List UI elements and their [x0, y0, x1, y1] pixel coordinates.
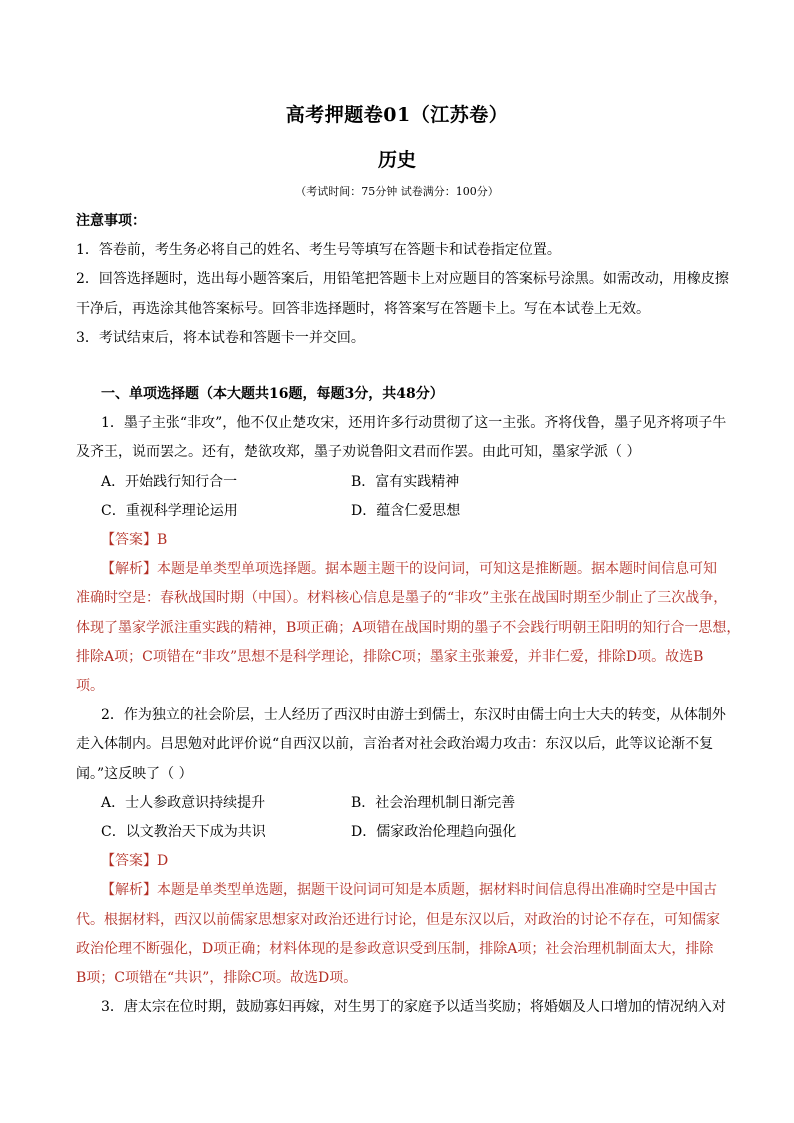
notice-block [76, 207, 729, 353]
option-d: D．蕴含仁爱思想 [351, 502, 461, 519]
answer-line [76, 847, 722, 876]
analysis-tag: 【解析】 [101, 561, 157, 578]
analysis-tag: 【解析】 [101, 882, 157, 899]
analysis-line [76, 876, 722, 905]
analysis-line: 代。根据材料，西汉以前儒家思想家对政治还进行讨论，但是东汉以后，对政治的讨论不存在，可知儒家 [76, 911, 720, 928]
notice-line: 1．答卷前，考生务必将自己的姓名、考生号等填写在答题卡和试卷指定位置。 [76, 242, 561, 259]
option-c: C．以文教治天下成为共识 [101, 824, 266, 841]
analysis-text: 本题是单类型单选题，据题干设问词可知是本质题，据材料时间信息得出准确时空是中国古 [157, 882, 717, 899]
option-row [76, 818, 722, 847]
analysis-line [76, 555, 722, 584]
exam-info: （考试时间：75分钟 试卷满分：100分） [295, 185, 499, 198]
answer-tag: 【答案】 [101, 853, 157, 870]
option-a: A．开始践行知行合一 [101, 473, 238, 490]
section-heading: 一、单项选择题（本大题共16题，每题3分，共48分） [101, 386, 444, 402]
answer-value: B [157, 532, 168, 549]
option-c: C．重视科学理论运用 [101, 502, 238, 519]
notice-heading: 注意事项： [76, 213, 146, 229]
page-title: 高考押题卷01（江苏卷） [285, 104, 509, 126]
answer-value: D [157, 853, 169, 870]
analysis-text: 本题是单类型单项选择题。据本题主题干的设问词，可知这是推断题。据本题时间信息可知 [157, 561, 717, 578]
subject-title: 历史 [377, 149, 416, 171]
question-stem-line: 走入体制内。吕思勉对此评价说“自西汉以前，言治者对社会政治竭力攻击：东汉以后，此等议论渐不复 [76, 736, 714, 753]
analysis-line: 项。 [76, 678, 104, 695]
option-row [76, 789, 722, 818]
questions-section [76, 380, 741, 1022]
analysis-line: B项；C项错在“共识”，排除C项。故选D项。 [76, 970, 358, 987]
question-stem-line: 闻。”这反映了（ ） [76, 765, 193, 782]
option-a: A．士人参政意识持续提升 [101, 794, 266, 811]
analysis-line: 准确时空是：春秋战国时期（中国）。材料核心信息是墨子的“非攻”主张在战国时期至少制止了三次战争， [76, 590, 728, 607]
question-stem-line: 及齐王，说而罢之。还有，楚欲攻郑，墨子劝说鲁阳文君而作罢。由此可知，墨家学派（ ） [76, 444, 641, 461]
option-b: B．富有实践精神 [351, 473, 460, 490]
answer-line [76, 526, 722, 555]
question-stem-line: 3．唐太宗在位时期，鼓励寡妇再嫁，对生男丁的家庭予以适当奖励；将婚姻及人口增加的情况纳入对 [101, 999, 726, 1016]
option-row [76, 497, 722, 526]
analysis-line: 体现了墨家学派注重实践的精神，B项正确；A项错在战国时期的墨子不会践行明朝王阳明的知行合一思想， [76, 619, 741, 636]
option-row [76, 468, 722, 497]
option-b: B．社会治理机制日渐完善 [351, 794, 516, 811]
question-stem-line: 1．墨子主张“非攻”，他不仅止楚攻宋，还用许多行动贯彻了这一主张。齐将伐鲁，墨子见齐将项子牛 [101, 415, 727, 432]
notice-line: 3．考试结束后，将本试卷和答题卡一并交回。 [76, 329, 365, 346]
question-stem-line: 2．作为独立的社会阶层，士人经历了西汉时由游士到儒士，东汉时由儒士向士大夫的转变，从体制外 [101, 707, 726, 724]
notice-line: 干净后，再选涂其他答案标号。回答非选择题时，将答案写在答题卡上。写在本试卷上无效。 [76, 300, 650, 317]
notice-line: 2．回答选择题时，选出每小题答案后，用铅笔把答题卡上对应题目的答案标号涂黑。如需改动，用橡皮擦 [76, 271, 729, 288]
analysis-line: 排除A项；C项错在“非攻”思想不是科学理论，排除C项；墨家主张兼爱，并非仁爱，排除D项。故选B [76, 648, 704, 665]
option-d: D．儒家政治伦理趋向强化 [351, 824, 517, 841]
analysis-line: 政治伦理不断强化，D项正确；材料体现的是参政意识受到压制，排除A项；社会治理机制面太大，排除 [76, 940, 714, 957]
answer-tag: 【答案】 [101, 532, 157, 549]
